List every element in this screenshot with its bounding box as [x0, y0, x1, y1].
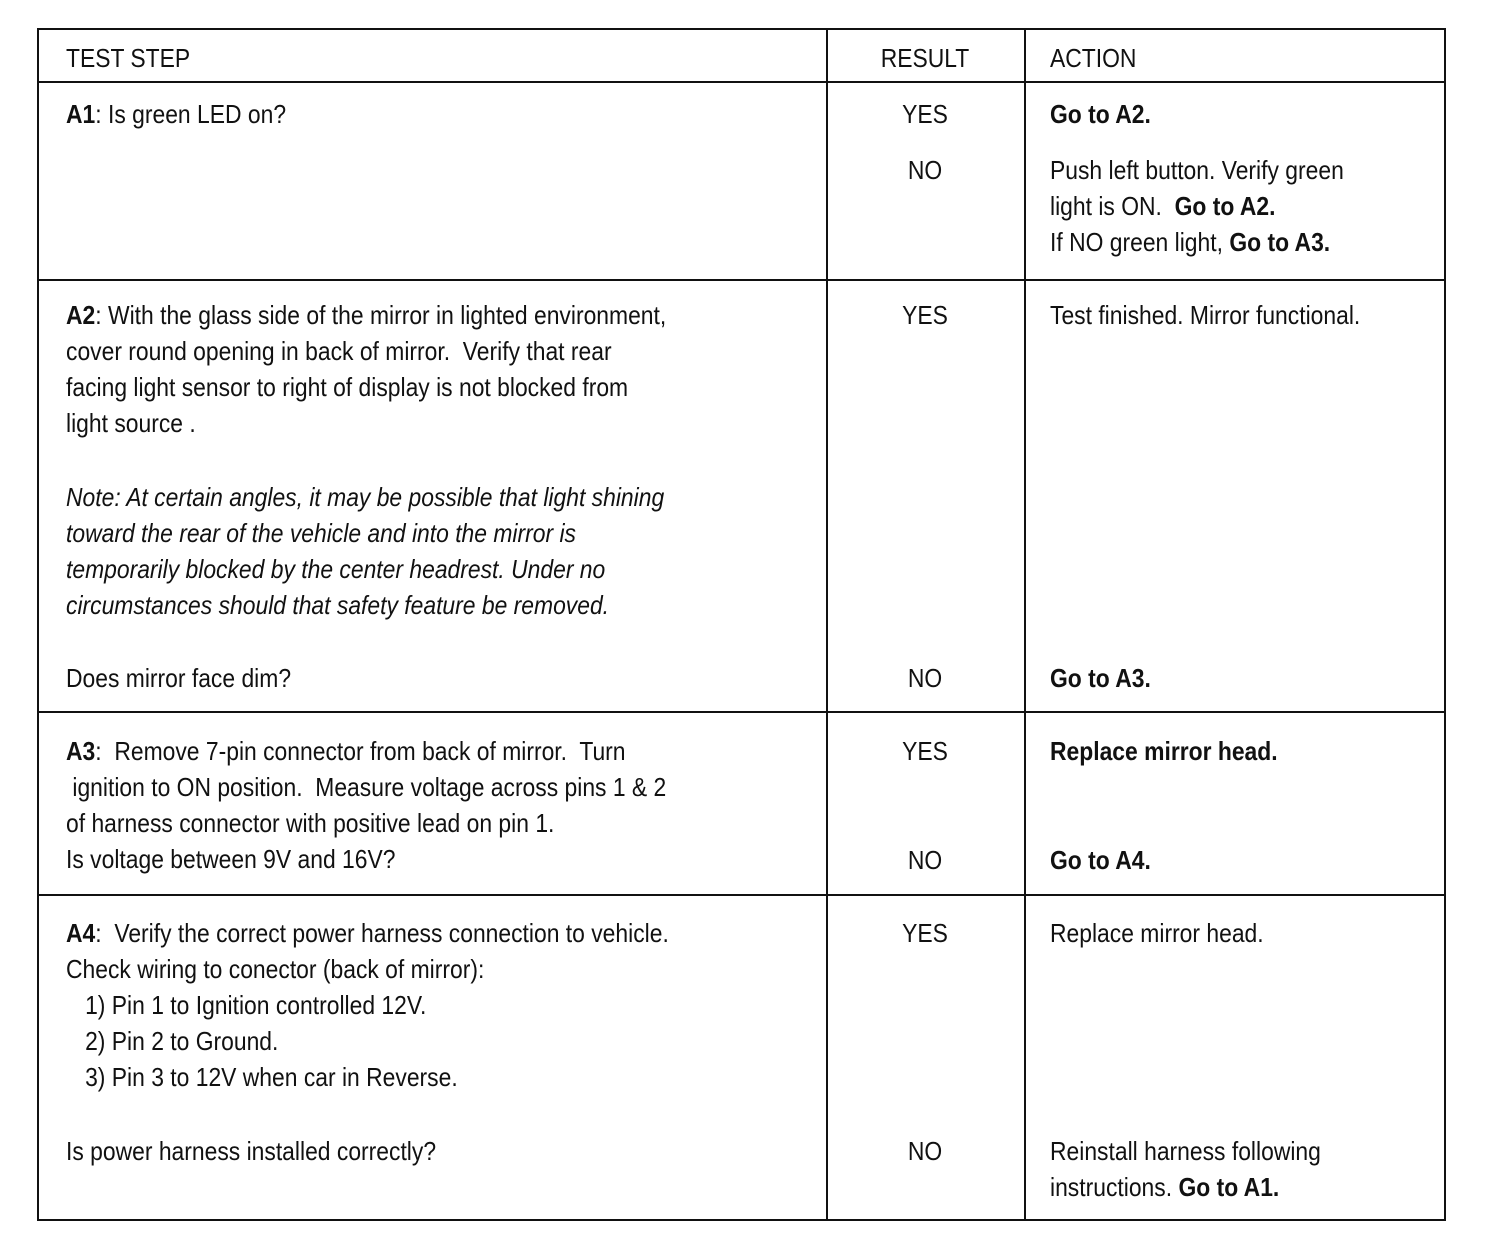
result-a3-yes: YES — [902, 736, 948, 766]
action-a3-no: Go to A4. — [1050, 845, 1151, 875]
row-divider — [39, 81, 1444, 83]
action-a2-yes: Test finished. Mirror functional. — [1050, 300, 1361, 330]
result-a2-yes: YES — [902, 300, 948, 330]
row-divider — [39, 711, 1444, 713]
step-a3: A3: Remove 7-pin connector from back of mirror. Turn ignition to ON position. Measure voltage across pins 1 & 2 of harness connector with positive lead on pin 1. Is voltage between 9V and 16V? — [66, 736, 667, 874]
column-divider — [826, 30, 828, 1219]
step-a1: A1: Is green LED on? — [66, 99, 287, 129]
result-a2-no: NO — [907, 663, 943, 693]
step-a2: A2: With the glass side of the mirror in lighted environment, cover round opening in back of mirror. Verify that rear facing light sensor to right of display is not blocked from light source . — [66, 300, 667, 438]
result-a1-yes: YES — [902, 99, 948, 129]
action-a4-yes: Replace mirror head. — [1050, 918, 1264, 948]
header-action: ACTION — [1050, 43, 1137, 73]
action-a3-yes: Replace mirror head. — [1050, 736, 1278, 766]
row-divider — [39, 894, 1444, 896]
result-a1-no: NO — [907, 155, 943, 185]
result-a4-no: NO — [907, 1136, 943, 1166]
action-a2-no: Go to A3. — [1050, 663, 1151, 693]
note-a2: Note: At certain angles, it may be possible that light shining toward the rear of the vehicle and into the mirror is temporarily blocked by the center headrest. Under no circumstances should that safety feature be removed. — [66, 482, 665, 620]
action-a4-no: Reinstall harness following instructions. Go to A1. — [1050, 1136, 1321, 1202]
result-a4-yes: YES — [902, 918, 948, 948]
result-a3-no: NO — [907, 845, 943, 875]
header-test-step: TEST STEP — [66, 43, 191, 73]
action-a1-yes: Go to A2. — [1050, 99, 1151, 129]
action-a1-no: Push left button. Verify green light is ON. Go to A2. If NO green light, Go to A3. — [1050, 155, 1344, 257]
troubleshooting-table — [37, 28, 1446, 1221]
row-divider — [39, 279, 1444, 281]
question-a2: Does mirror face dim? — [66, 663, 292, 693]
question-a4: Is power harness installed correctly? — [66, 1136, 437, 1166]
step-a4: A4: Verify the correct power harness connection to vehicle. Check wiring to conector (back of mirror): 1) Pin 1 to Ignition controlled 12V. 2) Pin 2 to Ground. 3) Pin 3 to 12V when car in Reverse. — [66, 918, 669, 1092]
column-divider — [1024, 30, 1026, 1219]
header-result: RESULT — [880, 43, 970, 73]
